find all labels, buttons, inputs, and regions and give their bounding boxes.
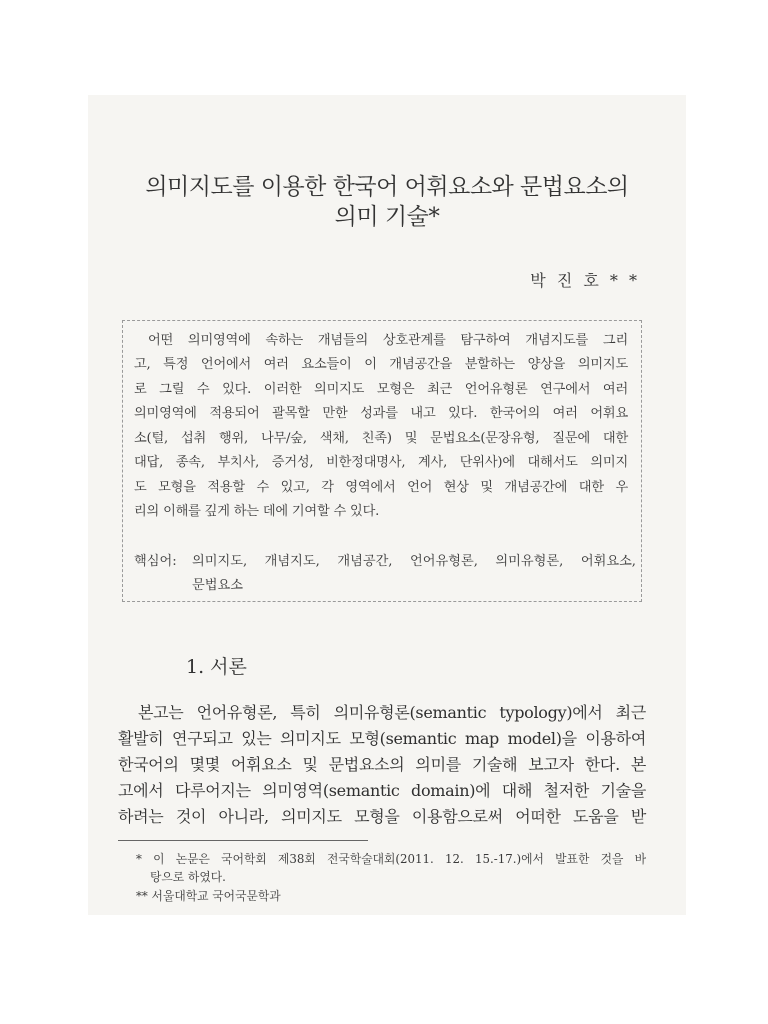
abstract-line: 도 모형을 적용할 수 있고, 각 영역에서 언어 현상 및 개념공간에 대한 우 [134, 480, 628, 495]
abstract-line: 의미영역에 적용되어 괄목할 만한 성과를 내고 있다. 한국어의 여러 어휘요 [134, 406, 628, 421]
footnote-divider [118, 840, 368, 841]
body-line: 하려는 것이 아니라, 의미지도 모형을 이용함으로써 어떠한 도움을 받 [118, 807, 646, 826]
body-line: 본고는 언어유형론, 특히 의미유형론(semantic typology)에서 최근 [138, 703, 646, 722]
body-line: 한국어의 몇몇 어휘요소 및 문법요소의 의미를 기술해 보고자 한다. 본 [118, 755, 646, 774]
abstract-line: 대답, 종속, 부치사, 증거성, 비한정대명사, 계사, 단위사)에 대해서도 의미지 [134, 455, 628, 470]
paper-title-line2: 의미 기술* [334, 204, 440, 230]
keywords-line: 의미지도, 개념지도, 개념공간, 언어유형론, 의미유형론, 어휘요소, [192, 554, 636, 569]
keywords-line: 문법요소 [192, 578, 243, 593]
abstract-line: 고, 특정 언어에서 여러 요소들이 이 개념공간을 분할하는 양상을 의미지도 [134, 357, 628, 372]
footnote-2: ** 서울대학교 국어국문학과 [136, 889, 281, 903]
abstract-line: 리의 이해를 깊게 하는 데에 기여할 수 있다. [134, 504, 380, 519]
section-heading: 1. 서론 [186, 656, 247, 678]
footnote-1: * 이 논문은 국어학회 제38회 전국학술대회(2011. 12. 15.-17.)에서 발표한 것을 바 [136, 852, 646, 866]
keywords-label: 핵심어: [134, 554, 177, 569]
body-line: 활발히 연구되고 있는 의미지도 모형(semantic map model)을 이용하여 [118, 729, 646, 748]
abstract-line: 소(털, 섭취 행위, 나무/숲, 색채, 친족) 및 문법요소(문장유형, 질문에 대한 [134, 431, 628, 446]
abstract-line: 로 그릴 수 있다. 이러한 의미지도 모형은 최근 언어유형론 연구에서 여러 [134, 382, 628, 397]
author-name: 박 진 호 * * [530, 271, 640, 290]
body-line: 고에서 다루어지는 의미영역(semantic domain)에 대해 철저한 기술을 [118, 781, 646, 800]
abstract-line: 어떤 의미영역에 속하는 개념들의 상호관계를 탐구하여 개념지도를 그리 [148, 333, 628, 348]
paper-title-line1: 의미지도를 이용한 한국어 어휘요소와 문법요소의 [145, 174, 629, 200]
footnote-1-continued: 탕으로 하였다. [150, 870, 226, 884]
